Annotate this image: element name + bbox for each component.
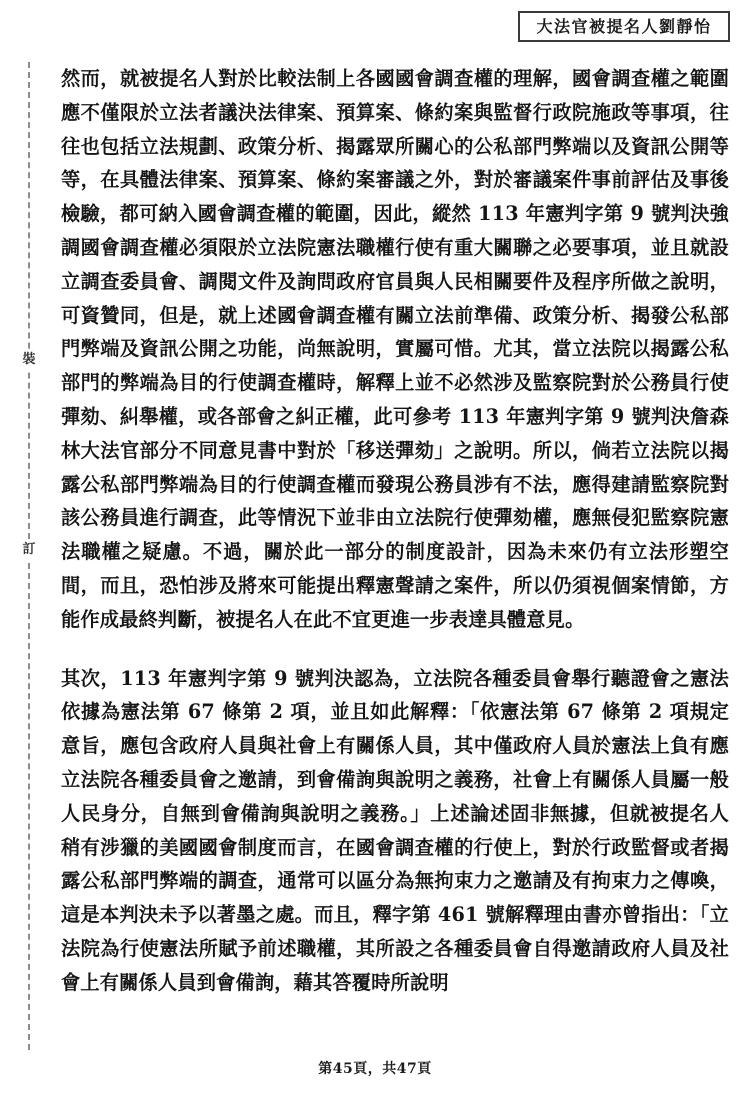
binding-margin [0, 0, 58, 1094]
binding-mark-ding: 訂 [14, 540, 44, 559]
binding-mark-zhuang: 裝 [14, 350, 44, 369]
header-title-text: 大法官被提名人劉靜怡 [536, 16, 712, 36]
header-title-box [518, 11, 730, 42]
footer-page-number: 第45頁，共47頁 [318, 1061, 432, 1077]
body-paragraph: 其次，113 年憲判字第 9 號判決認為，立法院各種委員會舉行聽證會之憲法依據為憲法第 67 條第 2 項，並且如此解釋：「依憲法第 67 條第 2 項規定意旨，應包含政府人員與社會上有關係人員，其中僅政府人員於憲法上負有應立法院各種委員會之邀請，到會備詢與說明之義務，社會上有關係人員屬一般人民身分，自無到會備詢與說明之義務。」上述論述固非無據，但就被提名人稍有涉獵的美國國會制度而言，在國會調查權的行使上，對於行政監督或者揭露公私部門弊端的調查，通常可以區分為無拘束力之邀請及有拘束力之傳喚，這是本判決未予以著墨之處。而且，釋字第 461 號解釋理由書亦曾指出：「立法院為行使憲法所賦予前述職權，其所設之各種委員會自得邀請政府人員及社會上有關係人員到會備詢，藉其答覆時所說明 [61, 666, 729, 994]
body-text-region [61, 62, 729, 1000]
body-paragraph: 然而，就被提名人對於比較法制上各國國會調查權的理解，國會調查權之範圍應不僅限於立法者議決法律案、預算案、條約案與監督行政院施政等事項，往往也包括立法規劃、政策分析、揭露眾所關心的公私部門弊端以及資訊公開等等，在具體法律案、預算案、條約案審議之外，對於審議案件事前評估及事後檢驗，都可納入國會調查權的範圍，因此，縱然 113 年憲判字第 9 號判決強調國會調查權必須限於立法院憲法職權行使有重大關聯之必要事項，並且就設立調查委員會、調閱文件及詢問政府官員與人民相關要件及程序所做之說明，可資贊同，但是，就上述國會調查權有關立法前準備、政策分析、揭發公私部門弊端及資訊公開之功能，尚無說明，實屬可惜。尤其，當立法院以揭露公私部門的弊端為目的行使調查權時，解釋上並不必然涉及監察院對於公務員行使彈劾、糾舉權，或各部會之糾正權，此可參考 113 年憲判字第 9 號判決詹森林大法官部分不同意見書中對於「移送彈劾」之說明。所以，倘若立法院以揭露公私部門弊端為目的行使調查權而發現公務員涉有不法，應得建請監察院對該公務員進行調查，此等情況下並非由立法院行使彈劾權，應無侵犯監察院憲法職權之疑慮。不過，關於此一部分的制度設計，因為未來仍有立法形塑空間，而且，恐怕涉及將來可能提出釋憲聲請之案件，所以仍須視個案情節，方能作成最終判斷，被提名人在此不宜更進一步表達具體意見。 [61, 67, 729, 631]
